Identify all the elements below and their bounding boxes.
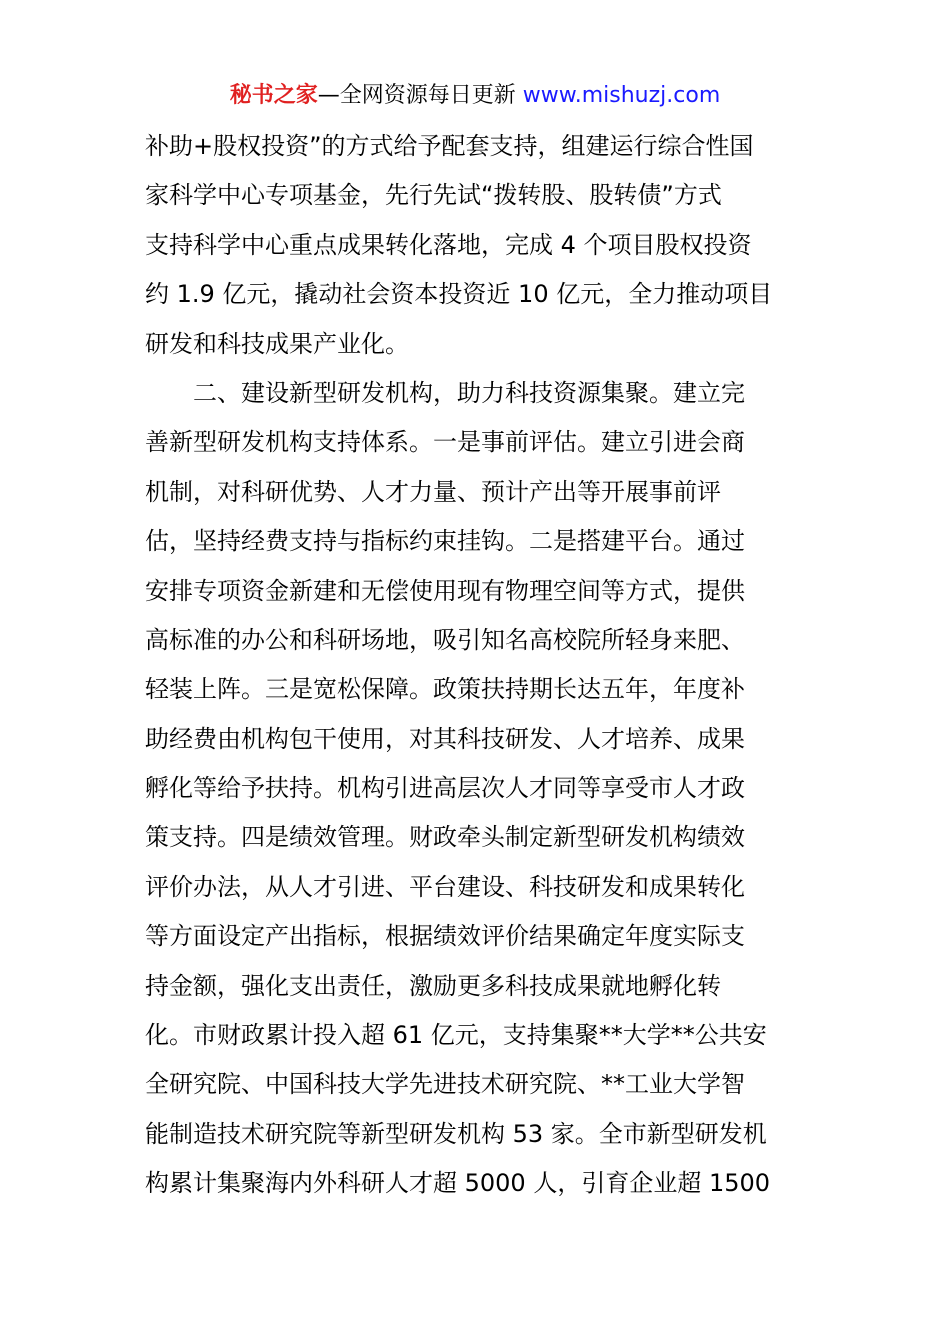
text-line: 支持科学中心重点成果转化落地，完成 4 个项目股权投资 (145, 230, 752, 259)
text-line: 研发和科技成果产业化。 (145, 329, 409, 358)
text-line: 估，坚持经费支持与指标约束挂钩。二是搭建平台。通过 (145, 527, 745, 556)
text-line: 能制造技术研究院等新型研发机构 53 家。全市新型研发机 (145, 1119, 767, 1148)
text-line: 家科学中心专项基金，先行先试“拨转股、股转债”方式 (145, 181, 722, 210)
site-header (0, 78, 950, 114)
text-line: 策支持。四是绩效管理。财政牵头制定新型研发机构绩效 (145, 823, 745, 852)
site-url-link[interactable]: www.mishuzj.com (522, 83, 721, 108)
text-line: 机制，对科研优势、人才力量、预计产出等开展事前评 (145, 477, 721, 506)
site-brand: 秘书之家 (229, 83, 318, 108)
text-line: 高标准的办公和科研场地，吸引知名高校院所轻身来肥、 (145, 625, 745, 654)
text-line: 孵化等给予扶持。机构引进高层次人才同等享受市人才政 (145, 774, 745, 803)
text-line: 化。市财政累计投入超 61 亿元，支持集聚**大学**公共安 (145, 1021, 767, 1050)
text-line: 全研究院、中国科技大学先进技术研究院、**工业大学智 (145, 1070, 745, 1099)
text-line: 安排专项资金新建和无偿使用现有物理空间等方式，提供 (145, 576, 745, 605)
text-line: 补助+股权投资”的方式给予配套支持，组建运行综合性国 (145, 132, 754, 160)
text-line: 构累计集聚海内外科研人才超 5000 人，引育企业超 1500 (145, 1169, 771, 1198)
document-body (145, 122, 810, 1209)
text-line: 助经费由机构包干使用，对其科技研发、人才培养、成果 (145, 724, 745, 753)
site-tagline: —全网资源每日更新 (317, 83, 516, 108)
text-line: 持金额，强化支出责任，激励更多科技成果就地孵化转 (145, 971, 721, 1000)
text-line: 善新型研发机构支持体系。一是事前评估。建立引进会商 (145, 428, 745, 457)
text-line: 等方面设定产出指标，根据绩效评价结果确定年度实际支 (145, 922, 745, 951)
text-line: 评价办法，从人才引进、平台建设、科技研发和成果转化 (145, 872, 745, 901)
text-line: 约 1.9 亿元，撬动社会资本投资近 10 亿元，全力推动项目 (145, 280, 773, 309)
section-heading-line: 二、建设新型研发机构，助力科技资源集聚。建立完 (193, 378, 745, 407)
text-line: 轻装上阵。三是宽松保障。政策扶持期长达五年，年度补 (145, 675, 745, 704)
